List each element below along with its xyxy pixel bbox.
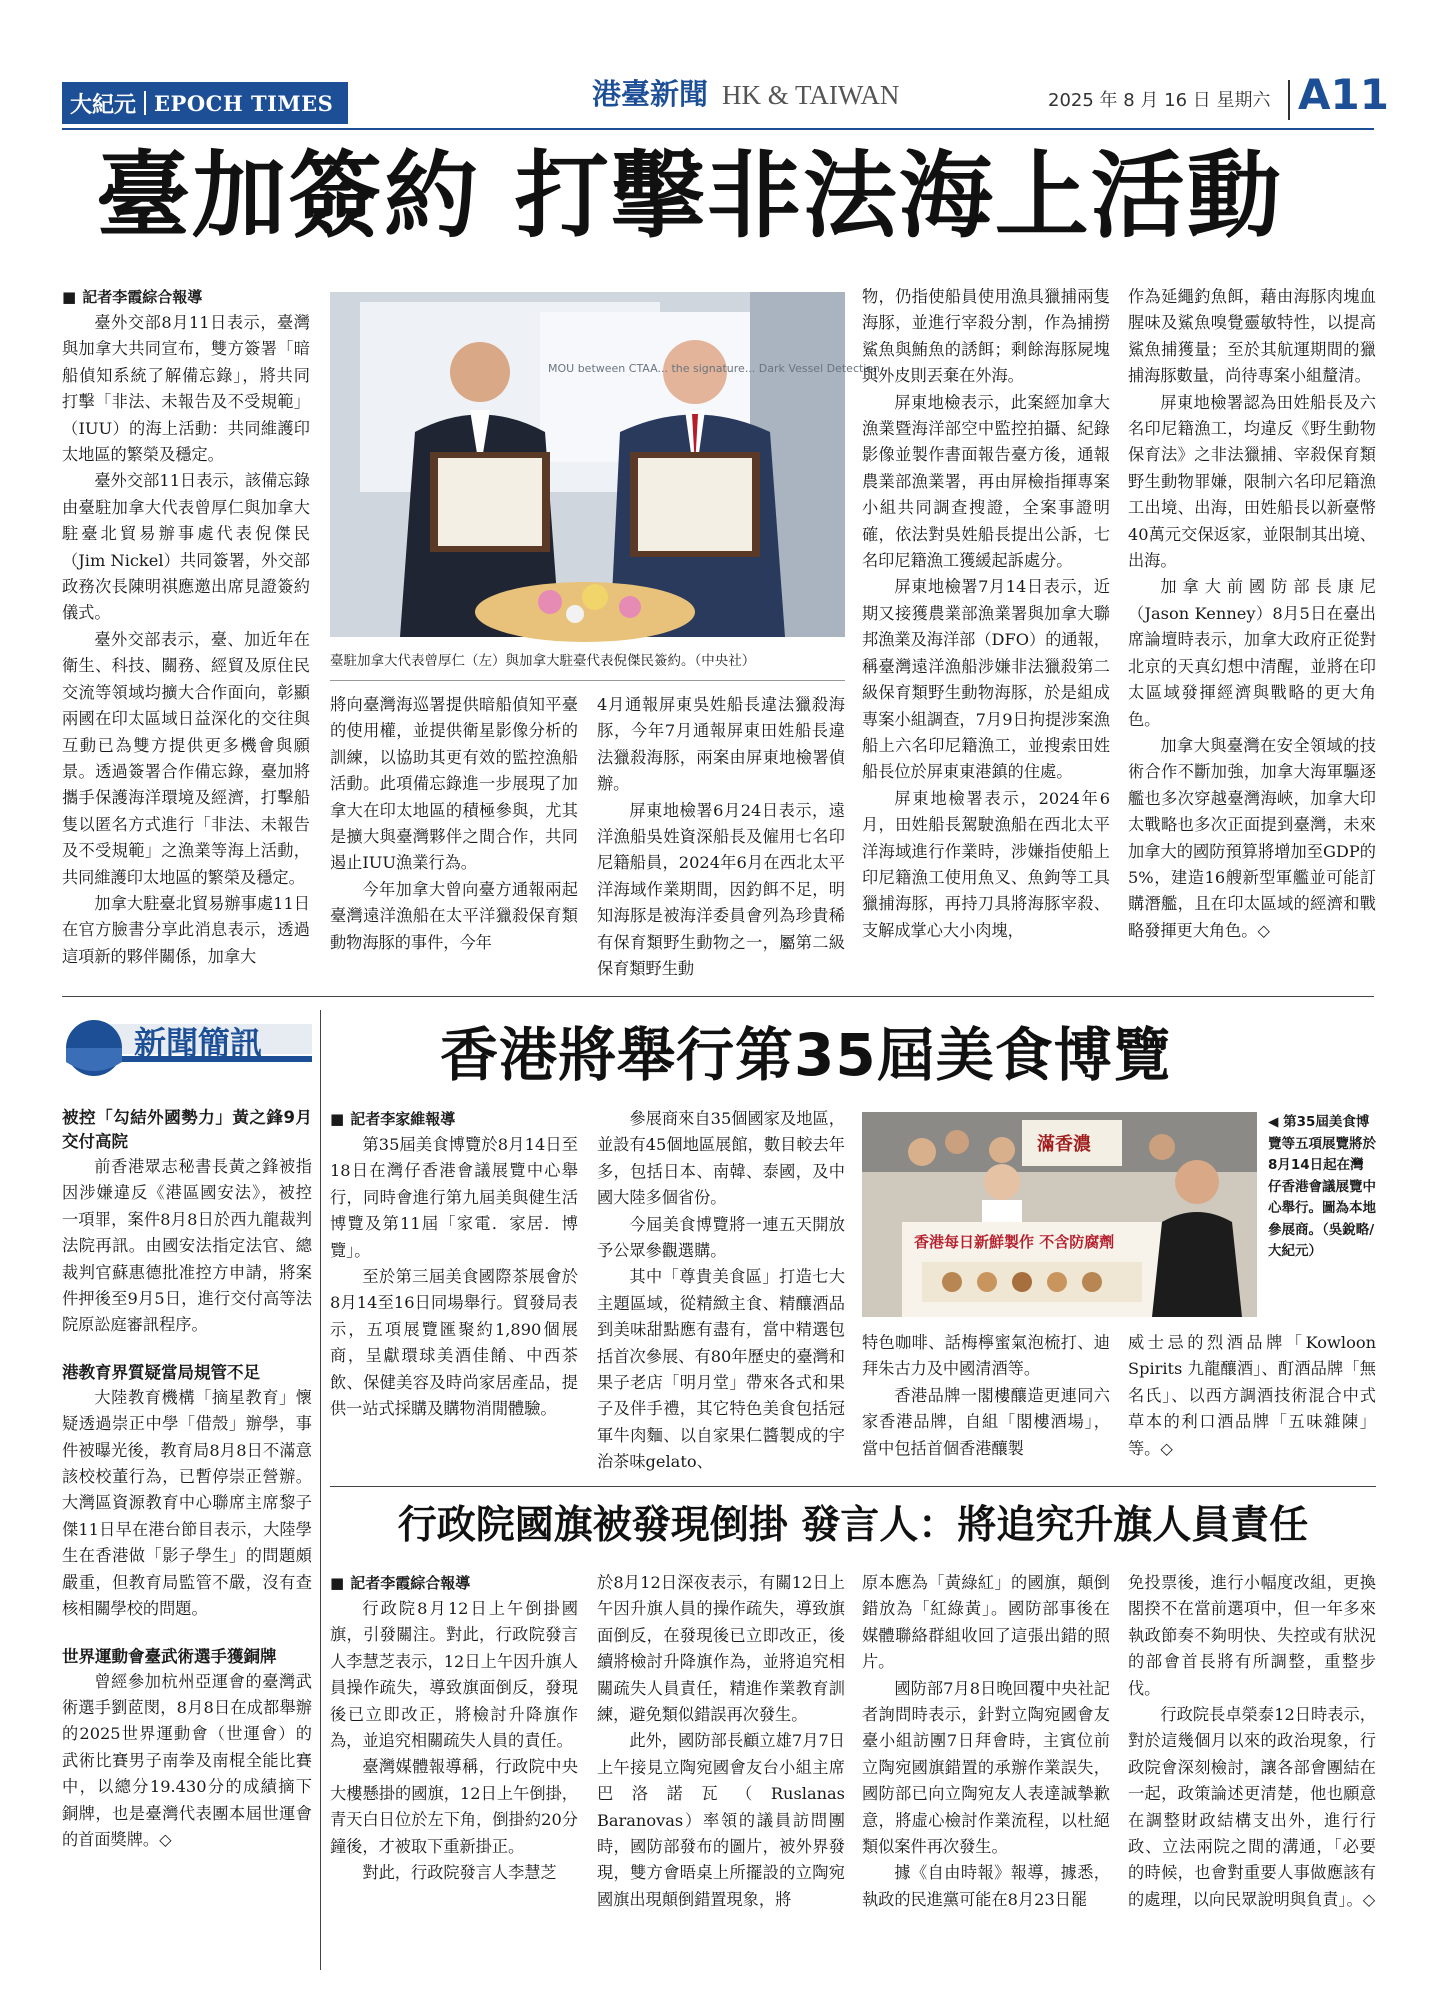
section-title-en: HK & TAIWAN [722, 80, 900, 110]
brief-3-headline: 世界運動會臺武術選手獲銅牌 [62, 1646, 277, 1666]
food-col-2 [597, 1106, 845, 1476]
lead-col1-p4: 加拿大駐臺北貿易辦事處11日在官方臉書分享此消息表示，透過這項新的夥伴關係，加拿大 [62, 893, 310, 966]
food-photo-banner-title: 滿香濃 [1037, 1134, 1091, 1155]
lead-photo [330, 292, 881, 637]
food-col-1 [330, 1106, 578, 1422]
brief-1-text: 前香港眾志秘書長黃之鋒被指因涉嫌違反《港區國安法》，被控一項罪，案件8月8日於西九龍裁判法院再訊。由國安法指定法官、總裁判官蘇惠德批准控方申請，將案件押後至9月5日，進行交付高等法院原訟庭審訊程序。 [62, 1157, 312, 1335]
flag-headline: 行政院國旗被發現倒掛 發言人：將追究升旗人員責任 [397, 1503, 1309, 1548]
food-col-4 [1128, 1330, 1376, 1462]
briefs-banner [62, 1012, 312, 1080]
flag-col1-p2: 臺灣媒體報導稱，行政院中央大樓懸掛的國旗，12日上午倒掛，青天白日位於左下角，倒掛約20分鐘後，才被取下重新掛正。 [330, 1757, 578, 1856]
caption-rule [330, 680, 845, 681]
lead-col-4 [862, 284, 1110, 944]
lead-col1-p3: 臺外交部表示，臺、加近年在衛生、科技、關務、經貿及原住民交流等領域均擴大合作面向，彰顯兩國在印太區域日益深化的交往與互動已為雙方提供更多機會與願景。透過簽署合作備忘錄，臺加將攜手保護海洋環境及經濟，打擊船隻以匿名方式進行「非法、未報告及不受規範」之漁業等海上活動，共同維護印太地區的繁榮及穩定。 [62, 629, 310, 887]
food-col2-p3: 其中「尊貴美食區」打造七大主題區域，從精緻主食、精釀酒品到美味甜點應有盡有，當中精選包括首次參展、有80年歷史的臺灣和果子老店「明月堂」帶來各式和果子及伴手禮，其它特色美食包括冠軍牛肉麵、以自家果仁醬製成的宇治茶味gelato、 [597, 1267, 845, 1472]
flag-col2-p1: 於8月12日深夜表示，有關12日上午因升旗人員的操作疏失，導致旗面倒反，在發現後已立即改正，後續將檢討升降旗作為，並將追究相關疏失人員責任，精進作業教育訓練，避免類似錯誤再次發生。 [597, 1573, 845, 1725]
section-title [592, 72, 899, 112]
flag-col4-p2: 行政院長卓榮泰12日時表示，對於這幾個月以來的政治現象，行政院會深刻檢討，讓各部會團結在一起，政策論述更清楚，他也願意在調整財政結構支出外，進行行政、立法兩院之間的溝通，「必要的時候，也會對重要人事做應該有的處理，以向民眾說明與負責」。◇ [1128, 1705, 1376, 1909]
masthead-logo [62, 82, 348, 124]
lead-col4-p3: 屏東地檢署7月14日表示，近期又接獲農業部漁業署與加拿大聯邦漁業及海洋部（DFO）的通報，稱臺灣遠洋漁船涉嫌非法獵殺第二級保育類野生動物海豚，於是組成專案小組調查，7月9日拘提涉案漁船上六名印尼籍漁工，並搜索田姓船長位於屏東東港鎮的住處。 [862, 577, 1110, 782]
food-col2-p1: 參展商來自35個國家及地區，並設有45個地區展館，數目較去年多，包括日本、南韓、泰國，及中國大陸多個省份。 [597, 1109, 845, 1208]
lead-col5-p4: 加拿大與臺灣在安全領域的技術合作不斷加強，加拿大海軍驅逐艦也多次穿越臺灣海峽，加拿大印太戰略也多次正面提到臺灣，未來加拿大的國防預算將增加至GDP的5%，建造16艘新型軍艦並可能訂購潛艦，且在印太區域的經濟和戰略發揮更大角色。◇ [1128, 735, 1376, 940]
food-photo-caption: ◀ 第35屆美食博覽等五項展覽將於8月14日起在灣仔香港會議展覽中心舉行。圖為本地參展商。（吳銳略/大紀元） [1268, 1114, 1376, 1259]
section-divider-2 [330, 1486, 1376, 1487]
lead-col2-p2: 今年加拿大曾向臺方通報兩起臺灣遠洋漁船在太平洋獵殺保育類動物海豚的事件，今年 [330, 879, 578, 952]
lead-col-2 [330, 692, 578, 956]
lead-col4-p2: 屏東地檢表示，此案經加拿大漁業暨海洋部空中監控拍攝、紀錄影像並製作書面報告臺方後，通報農業部漁業署，再由屏檢指揮專案小組共同調查搜證，全案事證明確，依法對吳姓船長提出公訴，七名印尼籍漁工獲緩起訴處分。 [862, 392, 1110, 571]
masthead-rule [62, 128, 1374, 130]
lead-col-3 [597, 692, 845, 982]
masthead-divider [1288, 80, 1290, 120]
brief-2-headline: 港教育界質疑當局規管不足 [62, 1362, 260, 1382]
briefs-column [62, 1106, 312, 1853]
logo-cn: 大紀元 [70, 91, 137, 118]
food-col4-p1: 威士忌的烈酒品牌「Kowloon Spirits 九龍釀酒」、酊酒品牌「無名氏」、以西方調酒技術混合中式草本的利口酒品牌「五味雜陳」等。◇ [1128, 1333, 1376, 1458]
lead-col3-p2: 屏東地檢署6月24日表示，遠洋漁船吳姓資深船長及僱用七名印尼籍船員，2024年6月在西北太平洋海域作業期間，因釣餌不足，明知海豚是被海洋委員會列為珍貴稀有保育類野生動物之一，屬第二級保育類野生動 [597, 800, 845, 979]
flag-col4-p1: 免投票後，進行小幅度改組，更換閣揆不在當前選項中，但一年多來執政節奏不夠明快、失控或有狀況的部會首長將有所調整，重整步伐。 [1128, 1573, 1376, 1698]
lead-col4-p1: 物，仍指使船員使用漁具獵捕兩隻海豚，並進行宰殺分割，作為捕撈鯊魚與鮪魚的誘餌；剩餘海豚屍塊與外皮則丟棄在外海。 [862, 287, 1110, 386]
flag-col1-p3: 對此，行政院發言人李慧芝 [362, 1863, 557, 1883]
lead-byline: ■ 記者李霞綜合報導 [62, 284, 310, 310]
photo-slide-text: MOU between CTAA... the signature... Dark Vessel Detection [548, 362, 881, 375]
flag-col3-p1: 原本應為「黃綠紅」的國旗，顛倒錯放為「紅綠黃」。國防部事後在媒體聯絡群組收回了這張出錯的照片。 [862, 1573, 1110, 1672]
flag-col3-p2: 國防部7月8日晚回覆中央社記者詢問時表示，針對立陶宛國會友臺小組訪團7日拜會時，主賓位前立陶宛國旗錯置的承辦作業誤失，國防部已向立陶宛友人表達誠摯歉意，將虛心檢討作業流程，以杜絕類似案件再次發生。 [862, 1678, 1110, 1857]
flag-col2-p2: 此外，國防部長顧立雄7月7日上午接見立陶宛國會友台小組主席巴洛諾瓦（Ruslanas Baranovas）率領的議員訪問團時，國防部發布的圖片，被外界發現，雙方會晤桌上所擺設的立陶宛國旗出現顛倒錯置現象，將 [597, 1731, 845, 1909]
food-col1-p2: 至於第三屆美食國際茶展會於8月14至16日同場舉行。貿發局表示，五項展覽匯聚約1,890個展商，呈獻環球美酒佳餚、中西茶飲、保健美容及時尚家居產品，提供一站式採購及購物消閒體驗。 [330, 1267, 578, 1419]
lead-col-1 [62, 284, 310, 970]
food-headline: 香港將舉行第35屆美食博覽 [440, 1021, 1172, 1089]
food-fair-photo-illustration [862, 1112, 1257, 1317]
issue-date: 2025 年 8 月 16 日 星期六 [1048, 90, 1271, 111]
section-divider-1 [62, 996, 1374, 997]
lead-col2-p1: 將向臺灣海巡署提供暗船偵知平臺的使用權，並提供衛星影像分析的訓練，以協助其更有效的監控漁船活動。此項備忘錄進一步展現了加拿大在印太地區的積極參與，尤其是擴大與臺灣夥伴之間合作，共同遏止IUU漁業行為。 [330, 695, 578, 873]
briefs-vertical-rule [320, 1010, 321, 1970]
brief-2-text: 大陸教育機構「摘星教育」懷疑透過崇正中學「借殼」辦學，事件被曝光後，教育局8月8日不滿意該校校董行為，已暫停崇正營辦。大灣區資源教育中心聯席主席黎子傑11日早在港台節目表示，大陸學生在香港做「影子學生」的問題頗嚴重，但教育局監管不嚴，沒有查核相關學校的問題。 [62, 1387, 312, 1619]
food-byline: ■ 記者李家維報導 [330, 1106, 578, 1132]
lead-col-5 [1128, 284, 1376, 944]
lead-col1-p1: 臺外交部8月11日表示，臺灣與加拿大共同宣布，雙方簽署「暗船偵知系統了解備忘錄」，將共同打擊「非法、未報告及不受規範」（IUU）的海上活動：共同維護印太地區的繁榮及穩定。 [62, 313, 310, 465]
food-col-3 [862, 1330, 1110, 1462]
flag-col-1 [330, 1570, 578, 1886]
signing-photo-illustration [330, 292, 881, 637]
page-number: A11 [1298, 70, 1389, 119]
lead-headline: 臺加簽約 打擊非法海上活動 [96, 142, 1283, 251]
lead-col3-p1: 4月通報屏東吳姓船長違法獵殺海豚，今年7月通報屏東田姓船長違法獵殺海豚，兩案由屏東地檢署偵辦。 [597, 695, 845, 794]
flag-byline: ■ 記者李霞綜合報導 [330, 1570, 578, 1596]
food-col1-p1: 第35屆美食博覽於8月14日至18日在灣仔香港會議展覽中心舉行，同時會進行第九屆美與健生活博覽及第11屆「家電．家居．博覽」。 [330, 1135, 578, 1260]
lead-col1-p2: 臺外交部11日表示，該備忘錄由臺駐加拿大代表曾厚仁與加拿大駐臺北貿易辦事處代表倪傑民（Jim Nickel）共同簽署，外交部政務次長陳明祺應邀出席見證簽約儀式。 [62, 471, 310, 623]
flag-col3-p3: 據《自由時報》報導，據悉，執政的民進黨可能在8月23日罷 [862, 1863, 1110, 1909]
flag-col-2 [597, 1570, 845, 1913]
brief-3-text: 曾經參加杭州亞運會的臺灣武術選手劉茝閔，8月8日在成都舉辦的2025世界運動會（世運會）的武術比賽男子南拳及南棍全能比賽中，以總分19.430分的成績摘下銅牌，也是臺灣代表團本屆世運會的首面獎牌。◇ [62, 1671, 312, 1849]
section-title-cn: 港臺新聞 [592, 77, 709, 111]
flag-col-3 [862, 1570, 1110, 1913]
brief-1-headline: 被控「勾結外國勢力」黃之鋒9月交付高院 [62, 1108, 312, 1151]
logo-en: EPOCH TIMES [154, 90, 334, 116]
food-col3-p1: 特色咖啡、話梅檸蜜氣泡梳打、迪拜朱古力及中國清酒等。 [862, 1333, 1110, 1379]
lead-col5-p2: 屏東地檢署認為田姓船長及六名印尼籍漁工，均違反《野生動物保育法》之非法獵捕、宰殺保育類野生動物罪嫌，限制六名印尼籍漁工出境、出海，田姓船長以新臺幣40萬元交保返家，並限制其出境、出海。 [1128, 392, 1376, 571]
lead-col5-p1: 作為延繩釣魚餌，藉由海豚肉塊血腥味及鯊魚嗅覺靈敏特性，以提高鯊魚捕獲量；至於其航運期間的獵捕海豚數量，尚待專案小組釐清。 [1128, 287, 1376, 386]
lead-col4-p4: 屏東地檢署表示，2024年6月，田姓船長駕駛漁船在西北太平洋海域進行作業時，涉嫌指使船上印尼籍漁工使用魚叉、魚鉤等工具獵捕海豚，再持刀具將海豚宰殺、支解成掌心大小肉塊， [862, 788, 1110, 940]
food-photo-banner-text: 香港每日新鮮製作 不含防腐劑 [914, 1233, 1115, 1251]
food-col3-p2: 香港品牌一閣樓釀造更連同六家香港品牌，自組「閣樓酒場」，當中包括首個香港釀製 [862, 1385, 1110, 1458]
flag-col-4 [1128, 1570, 1376, 1913]
briefs-title: 新聞簡訊 [134, 1024, 263, 1062]
lead-photo-caption: 臺駐加拿大代表曾厚仁（左）與加拿大駐臺代表倪傑民簽約。（中央社） [330, 653, 756, 669]
flag-col1-p1: 行政院8月12日上午倒掛國旗，引發關注。對此，行政院發言人李慧芝表示，12日上午因升旗人員操作疏失，導致旗面倒反，發現後已立即改正，將檢討升降旗作為，並追究相關疏失人員的責任。 [330, 1599, 578, 1751]
food-col2-p2: 今屆美食博覽將一連五天開放予公眾參觀選購。 [597, 1214, 845, 1261]
food-photo [862, 1112, 1257, 1317]
lead-col5-p3: 加拿大前國防部長康尼（Jason Kenney）8月5日在臺出席論壇時表示，加拿大政府正從對北京的天真幻想中清醒，並將在印太區域發揮經濟與戰略的更大角色。 [1128, 577, 1376, 729]
